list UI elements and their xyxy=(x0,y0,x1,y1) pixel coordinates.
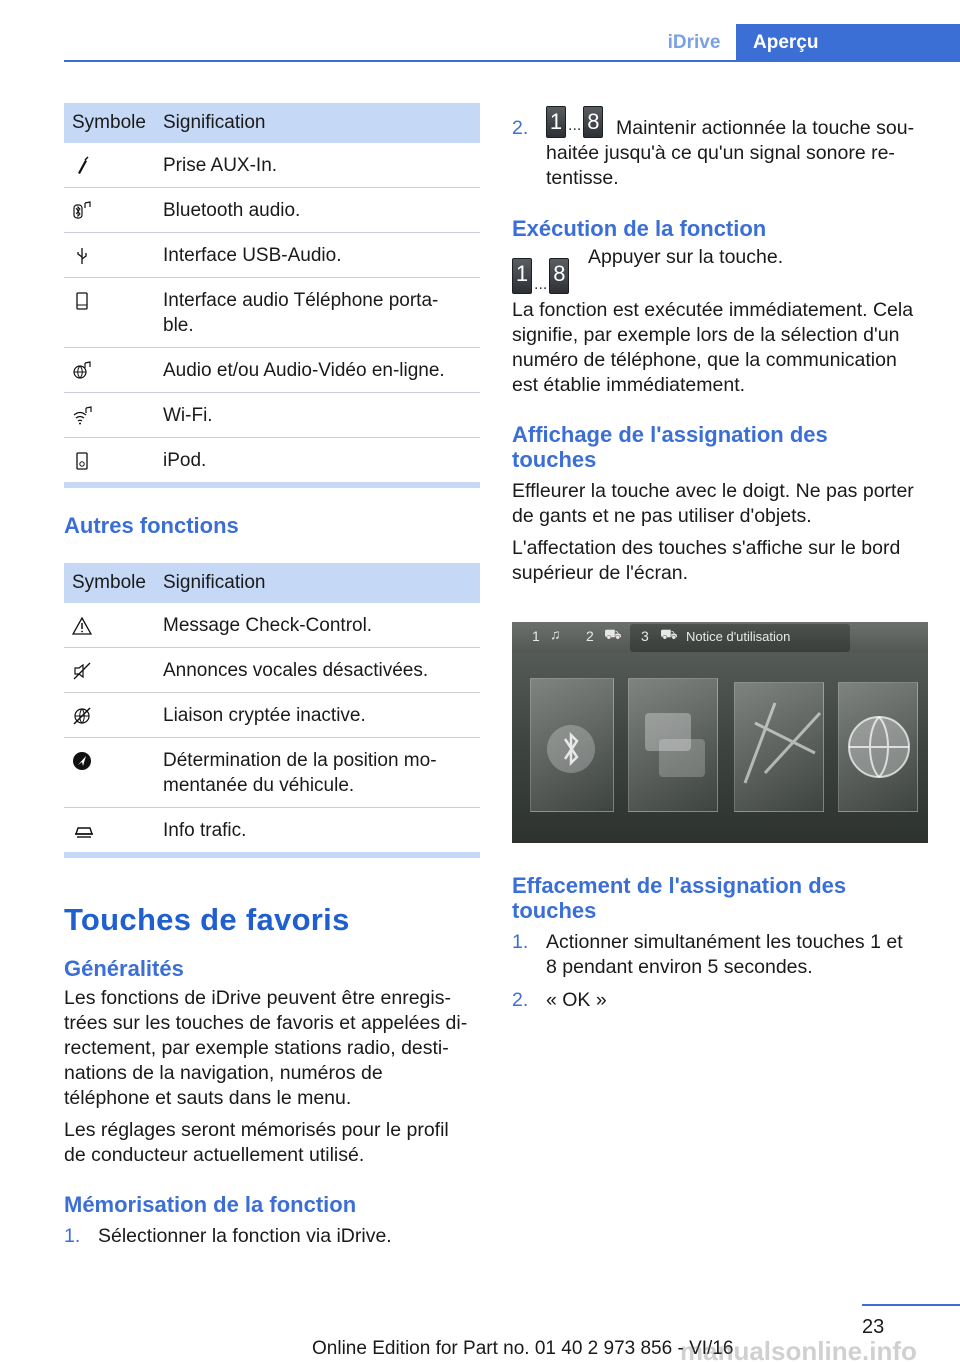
table-row xyxy=(64,233,480,278)
table-cell-meaning: Bluetooth audio. xyxy=(163,188,480,233)
list-text-with-keys xyxy=(546,109,928,191)
subsection-title-affichage: Affichage de l'assignation des touches xyxy=(512,422,828,472)
globe-icon xyxy=(839,683,919,813)
screen-tab-3-label: Notice d'utilisation xyxy=(686,629,791,644)
screen-tab-3: 3 xyxy=(641,628,649,644)
table-header-meaning: Signification xyxy=(163,103,480,143)
list-number: 2. xyxy=(512,989,529,1011)
key-ellipsis: ... xyxy=(568,117,582,134)
header-chapter-tab: Aperçu xyxy=(736,24,960,62)
page-number: 23 xyxy=(862,1316,885,1338)
execution-keys-row xyxy=(512,248,928,292)
table-cell-meaning: iPod. xyxy=(163,450,207,471)
table-cell-meaning: Annonces vocales désactivées. xyxy=(163,648,480,693)
memo-step-2-text: Maintenir actionnée la touche sou- haitée jusqu'à ce qu'un signal sonore re- tentisse. xyxy=(546,117,915,189)
favorite-key-last: 8 xyxy=(583,106,603,138)
table-cell-meaning: Wi-Fi. xyxy=(163,393,480,438)
footer-rule xyxy=(862,1304,960,1306)
section-title-favoris: Touches de favoris xyxy=(64,902,350,937)
screen-tab-1: 1 xyxy=(532,628,540,644)
warning-triangle-icon xyxy=(72,615,92,637)
phone-icon xyxy=(72,290,92,312)
aux-plug-icon xyxy=(72,155,92,177)
symbol-table-sources xyxy=(64,103,480,482)
phone-call-icon xyxy=(629,679,719,813)
list-number: 1. xyxy=(512,931,529,953)
voice-off-icon xyxy=(72,660,92,682)
idrive-screen-photo xyxy=(512,622,928,843)
table-cell-meaning: Détermination de la position mo- mentanée du véhicule. xyxy=(163,738,480,808)
header-section-label: iDrive xyxy=(667,32,721,53)
paragraph-affichage-1: Effleurer la touche avec le doigt. Ne pas porter de gants et ne pas utiliser d'objets. xyxy=(512,480,914,527)
right-column xyxy=(512,109,928,586)
table-cell-meaning: Audio et/ou Audio-Vidéo en-ligne. xyxy=(163,348,480,393)
music-note-icon: ♫ xyxy=(550,626,561,642)
traffic-info-icon xyxy=(72,820,96,842)
list-item xyxy=(512,109,928,191)
table-row xyxy=(64,738,480,808)
section-title-autres: Autres fonctions xyxy=(64,513,239,538)
footer-edition: Online Edition for Part no. 01 40 2 973 856 - VI/16 xyxy=(312,1338,734,1359)
ipod-icon xyxy=(72,450,92,472)
table-cell-meaning: Info trafic. xyxy=(163,820,247,841)
list-number: 1. xyxy=(64,1225,81,1247)
symbol-table-other xyxy=(64,563,480,852)
online-audio-icon xyxy=(72,360,92,382)
table-end-bar xyxy=(64,482,480,488)
watermark: manualsonline.info xyxy=(680,1336,917,1362)
subsection-title-execution: Exécution de la fonction xyxy=(512,216,767,241)
table-cell-meaning: Interface audio Téléphone porta- ble. xyxy=(163,278,480,348)
list-text: Sélectionner la fonction via iDrive. xyxy=(98,1225,392,1247)
list-item xyxy=(512,930,928,980)
list-number: 2. xyxy=(512,117,529,139)
list-item xyxy=(512,988,928,1013)
encryption-off-icon xyxy=(72,705,92,727)
table-row xyxy=(64,393,480,438)
bluetooth-icon xyxy=(531,679,615,813)
paragraph-profile: Les réglages seront mémorisés pour le profil de conducteur actuellement utilisé. xyxy=(64,1119,449,1166)
map-icon xyxy=(735,683,825,813)
position-icon xyxy=(72,750,92,772)
list-item xyxy=(64,1224,480,1249)
key-ellipsis: ... xyxy=(534,276,548,293)
favorite-key-first: 1 xyxy=(546,106,566,138)
right-column-lower xyxy=(512,873,928,1013)
execution-instruction: Appuyer sur la touche. xyxy=(588,246,784,268)
table-cell-meaning: Liaison cryptée inactive. xyxy=(163,693,480,738)
car-icon: ⛟ xyxy=(604,626,622,642)
favorite-key-first: 1 xyxy=(512,258,532,294)
screen-favorites-bar xyxy=(512,622,928,652)
paragraph-affichage-2: L'affectation des touches s'affiche sur le bord supérieur de l'écran. xyxy=(512,537,901,584)
table-row xyxy=(64,278,480,348)
table-row xyxy=(64,648,480,693)
list-text: Actionner simultanément les touches 1 et 8 pendant environ 5 secondes. xyxy=(546,931,903,978)
table-cell-meaning: Prise AUX-In. xyxy=(163,143,480,188)
table-cell-meaning: Interface USB-Audio. xyxy=(163,233,480,278)
subsection-title-generalites: Généralités xyxy=(64,956,184,981)
table-row xyxy=(64,188,480,233)
favorite-keys-inline xyxy=(546,106,603,138)
table-row xyxy=(64,693,480,738)
left-column xyxy=(64,103,480,1249)
table-row xyxy=(64,348,480,393)
favorite-key-last: 8 xyxy=(549,258,569,294)
car-icon: ⛟ xyxy=(660,626,678,642)
table-end-bar xyxy=(64,852,480,858)
screen-tab-2: 2 xyxy=(586,628,594,644)
subsection-title-memorisation: Mémorisation de la fonction xyxy=(64,1192,357,1217)
table-row xyxy=(64,438,480,483)
wifi-audio-icon xyxy=(72,405,92,427)
paragraph-execution: La fonction est exécutée immédiatement. Cela signifie, par exemple lors de la sélection d'un numéro de téléphone, que la communication est établie immédiatement. xyxy=(512,299,914,396)
bluetooth-audio-icon xyxy=(72,200,92,222)
table-row xyxy=(64,603,480,648)
subsection-title-effacement: Effacement de l'assignation des touches xyxy=(512,873,847,923)
screen-tile-online xyxy=(838,682,918,812)
screen-tile-navigation xyxy=(734,682,824,812)
usb-icon xyxy=(72,245,92,267)
table-row xyxy=(64,808,480,853)
table-cell-meaning: Message Check-Control. xyxy=(163,603,480,648)
favorite-keys-block xyxy=(512,258,569,294)
table-row xyxy=(64,143,480,188)
table-header-symbol: Symbole xyxy=(64,103,163,143)
table-header-meaning: Signification xyxy=(163,563,480,603)
paragraph-generalites: Les fonctions de iDrive peuvent être enregis- trées sur les touches de favoris et appelées di- rectement, par exemple stations radio, desti- nations de la navigation, numéros de téléphone et sauts dans le menu. xyxy=(64,987,468,1109)
table-header-symbol: Symbole xyxy=(64,563,163,603)
screen-tile-bluetooth xyxy=(530,678,614,812)
list-text: « OK » xyxy=(546,989,607,1011)
screen-tile-phone xyxy=(628,678,718,812)
